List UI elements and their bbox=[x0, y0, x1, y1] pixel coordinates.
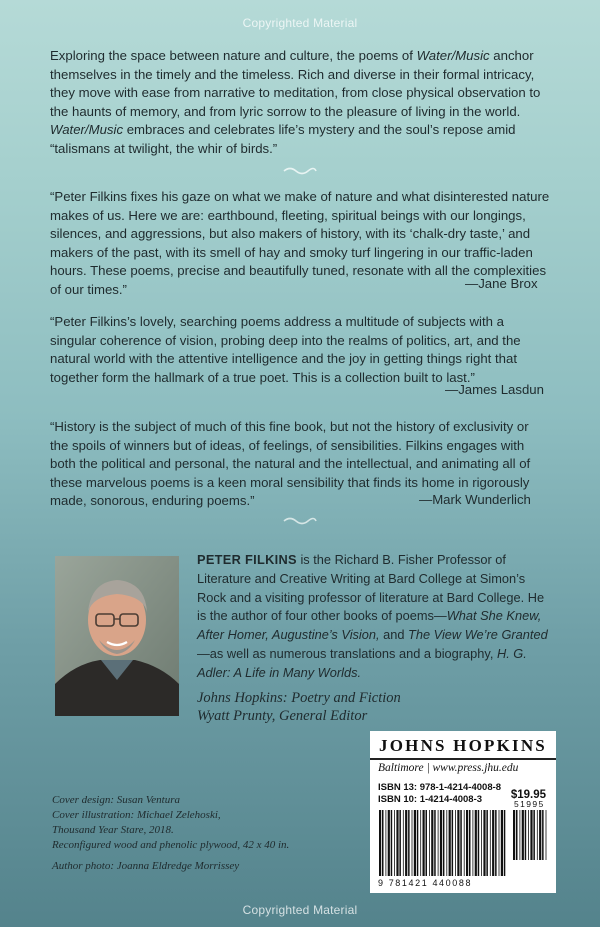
barcode-bar bbox=[530, 810, 532, 860]
barcode-bar bbox=[495, 810, 497, 876]
barcode-bar bbox=[446, 810, 447, 876]
barcode-bar bbox=[520, 810, 521, 860]
barcode-bar bbox=[429, 810, 430, 876]
credit-line: Cover design: Susan Ventura bbox=[52, 794, 181, 806]
author-photo bbox=[55, 556, 179, 716]
barcode-bar bbox=[399, 810, 401, 876]
barcode-bar bbox=[449, 810, 451, 876]
barcode-bar bbox=[492, 810, 494, 876]
review-author-lasdun: —James Lasdun bbox=[445, 382, 544, 397]
barcode-bar bbox=[469, 810, 471, 876]
barcode-bar bbox=[528, 810, 529, 860]
barcode-bar bbox=[466, 810, 468, 876]
barcode-bar bbox=[438, 810, 439, 876]
barcode-bar bbox=[434, 810, 436, 876]
isbn-13: ISBN 13: 978-1-4214-4008-8 bbox=[378, 782, 502, 793]
barcode-bar bbox=[460, 810, 462, 876]
review-author-brox: —Jane Brox bbox=[465, 276, 538, 291]
description-blurb: Exploring the space between nature and culture, the poems of Water/Music anchor themselves in the timely and the timeless. Rich and diverse in their formal intricacy, they move with ease from narrative to meditation, from close physical observation to the haunts of memory, and from lyric sorrow to the pleasure of living in the world. Water/Music embraces and celebrates life’s mystery and the soul’s repose amid “talismans at twilight, the whir of birds.” bbox=[50, 48, 541, 156]
barcode-bar bbox=[473, 810, 474, 876]
review-quote-lasdun: “Peter Filkins’s lovely, searching poems address a multitude of subjects with a singular coherence of vision, probing deep into the realms of politics, art, and the natural world with the attentive intelligence and the joy in getting things right that together form the hallmark of a true poet. This is a collection built to last.” bbox=[50, 314, 521, 385]
credit-line: Thousand Year Stare, 2018. bbox=[52, 824, 174, 836]
barcode-bar bbox=[440, 810, 442, 876]
publisher-city: Baltimore | www.press.jhu.edu bbox=[378, 762, 519, 774]
review-quote-brox: “Peter Filkins fixes his gaze on what we make of nature and what disinterested nature makes of us. Here we are: earthbound, fleeting, spiritual beings with our longings, silences, and aggressions, but also makers of history, with its ‘chalk-dry taste,’ and makers of the past, with its smell of hay and smoky turf lingering in our traffic-laden hours. These poems, precise and beautifully tuned, resonate with all the complexities of our times.” bbox=[50, 189, 550, 297]
series-title: Johns Hopkins: Poetry and Fiction bbox=[197, 690, 401, 706]
barcode-bar bbox=[546, 810, 547, 860]
barcode-bar bbox=[426, 810, 428, 876]
barcode-number: 9 781421 440088 bbox=[378, 878, 473, 888]
barcode-bar bbox=[386, 810, 387, 876]
barcode-bar bbox=[417, 810, 419, 876]
barcode-bar bbox=[452, 810, 454, 876]
barcode-bar bbox=[516, 810, 518, 860]
barcode-bar bbox=[382, 810, 384, 876]
barcode-bar bbox=[486, 810, 488, 876]
barcode-bar bbox=[525, 810, 527, 860]
credit-line: Reconfigured wood and phenolic plywood, 42 x 40 in. bbox=[52, 839, 290, 851]
barcode-bar bbox=[513, 810, 515, 860]
barcode-bar bbox=[490, 810, 491, 876]
barcode-ean13 bbox=[378, 810, 508, 878]
series-editor: Wyatt Prunty, General Editor bbox=[197, 708, 368, 724]
barcode-addon-number: 51995 bbox=[514, 799, 545, 809]
price: $19.95 bbox=[510, 789, 546, 801]
barcode-bar bbox=[403, 810, 404, 876]
barcode-bar bbox=[412, 810, 413, 876]
barcode-bar bbox=[391, 810, 393, 876]
barcode-bar bbox=[499, 810, 500, 876]
barcode-bar bbox=[388, 810, 390, 876]
watermark-bottom: Copyrighted Material bbox=[242, 903, 358, 917]
barcode-bar bbox=[522, 810, 524, 860]
series-info bbox=[197, 689, 401, 725]
barcode-bar bbox=[537, 810, 538, 860]
watermark-top: Copyrighted Material bbox=[242, 16, 358, 30]
barcode-bar bbox=[464, 810, 465, 876]
barcode-bar bbox=[478, 810, 480, 876]
barcode-bar bbox=[414, 810, 416, 876]
ornament-divider bbox=[280, 166, 320, 176]
review-author-wunderlich: —Mark Wunderlich bbox=[419, 492, 531, 507]
barcode-bar bbox=[481, 810, 482, 876]
barcode-bar bbox=[542, 810, 544, 860]
barcode-bar bbox=[396, 810, 398, 876]
barcode-bar bbox=[533, 810, 535, 860]
barcode-bar bbox=[504, 810, 506, 876]
barcode-bar bbox=[501, 810, 503, 876]
barcode-addon bbox=[512, 810, 548, 860]
publisher-barcode-box bbox=[370, 731, 556, 893]
credit-line: Author photo: Joanna Eldredge Morrissey bbox=[52, 860, 240, 872]
barcode-bar bbox=[539, 810, 541, 860]
barcode-bar bbox=[457, 810, 459, 876]
barcode-bar bbox=[420, 810, 421, 876]
ornament-divider-2 bbox=[280, 516, 320, 526]
isbn-10: ISBN 10: 1-4214-4008-3 bbox=[378, 794, 483, 805]
barcode-bar bbox=[423, 810, 425, 876]
barcode-bar bbox=[379, 810, 381, 876]
author-bio: PETER FILKINS is the Richard B. Fisher Professor of Literature and Creative Writing at Bard College at Simon’s Rock and a visiting professor of literature at Bard College. He is the author of four other books of poems—What She Knew, After Homer, Augustine’s Vision, and The View We’re Granted—as well as numerous translations and a biography, H. G. Adler: A Life in Many Worlds. bbox=[197, 552, 548, 680]
credit-line: Cover illustration: Michael Zelehoski, bbox=[52, 809, 221, 821]
barcode-bar bbox=[455, 810, 456, 876]
barcode-bar bbox=[483, 810, 485, 876]
publisher-name: JOHNS HOPKINS bbox=[370, 731, 556, 760]
cover-credits bbox=[52, 793, 352, 874]
barcode-bar bbox=[394, 810, 395, 876]
barcode-bar bbox=[405, 810, 407, 876]
barcode-bar bbox=[475, 810, 477, 876]
barcode-bar bbox=[408, 810, 410, 876]
barcode-bar bbox=[431, 810, 433, 876]
review-quote-wunderlich: “History is the subject of much of this fine book, but not the history of exclusivity or the spoils of winners but of ideas, of feelings, of sensibilities. Filkins engages with both the political and personal, the natural and the intellectual, and animating all of these marvelous poems is a keen moral sensibility that finds its home in rigorously made, sonorous, enduring poems.” bbox=[50, 419, 531, 508]
barcode-bar bbox=[443, 810, 445, 876]
